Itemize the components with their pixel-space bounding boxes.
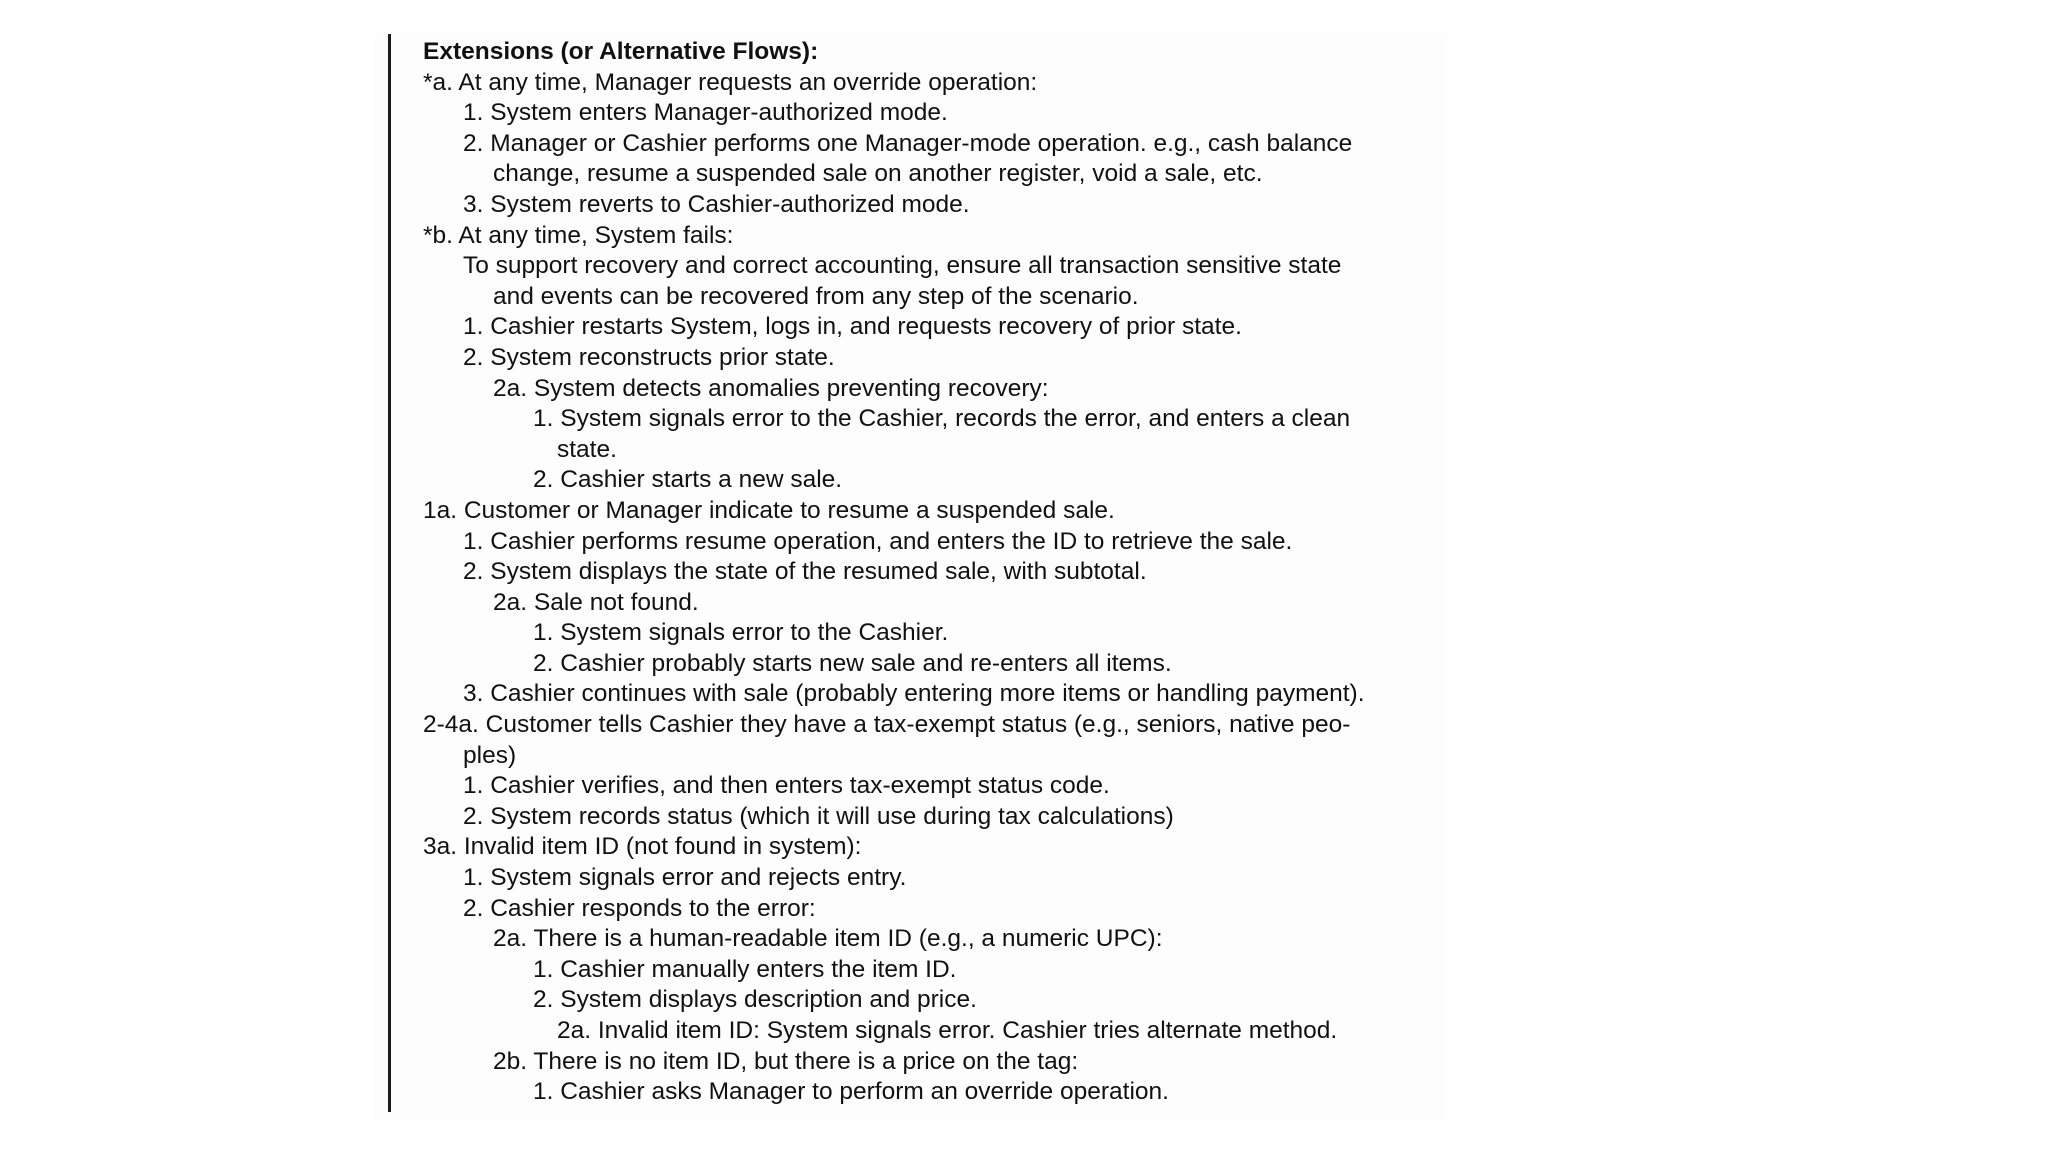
text-line: 2. Cashier responds to the error: bbox=[463, 894, 816, 922]
text-line: 2. Cashier probably starts new sale and re-enters all items. bbox=[533, 649, 1172, 677]
text-line: 1. Cashier restarts System, logs in, and requests recovery of prior state. bbox=[463, 313, 1242, 341]
text-line: *a. At any time, Manager requests an override operation: bbox=[423, 68, 1038, 96]
text-line: 2-4a. Customer tells Cashier they have a tax-exempt status (e.g., seniors, native peo- bbox=[423, 711, 1351, 739]
text-line: 2a. Sale not found. bbox=[493, 588, 699, 616]
text-line: state. bbox=[557, 435, 617, 463]
text-line: change, resume a suspended sale on another register, void a sale, etc. bbox=[493, 160, 1263, 188]
text-line: 1. System enters Manager-authorized mode. bbox=[463, 99, 948, 127]
text-line: 3. Cashier continues with sale (probably entering more items or handling payment). bbox=[463, 680, 1365, 708]
left-margin-rule bbox=[388, 34, 391, 1112]
text-line: To support recovery and correct accounting, ensure all transaction sensitive state bbox=[463, 252, 1342, 280]
text-line: 2b. There is no item ID, but there is a price on the tag: bbox=[493, 1047, 1079, 1075]
text-line: 1. Cashier asks Manager to perform an override operation. bbox=[533, 1078, 1169, 1106]
text-line: 1. Cashier manually enters the item ID. bbox=[533, 955, 957, 983]
text-line: 2a. There is a human-readable item ID (e.g., a numeric UPC): bbox=[493, 925, 1163, 953]
text-line: and events can be recovered from any step of the scenario. bbox=[493, 282, 1139, 310]
text-line: 1. Cashier verifies, and then enters tax-exempt status code. bbox=[463, 772, 1110, 800]
text-line: 2a. Invalid item ID: System signals error. Cashier tries alternate method. bbox=[557, 1017, 1338, 1044]
text-line: 1. System signals error and rejects entry. bbox=[463, 864, 907, 892]
section-heading: Extensions (or Alternative Flows): bbox=[423, 38, 819, 65]
text-line: 2. System displays description and price. bbox=[533, 986, 977, 1014]
text-line: 2. Manager or Cashier performs one Manager-mode operation. e.g., cash balance bbox=[463, 129, 1353, 157]
text-line: ples) bbox=[463, 741, 517, 769]
text-line: 2. System records status (which it will use during tax calculations) bbox=[463, 802, 1174, 830]
text-line: 3. System reverts to Cashier-authorized mode. bbox=[463, 190, 970, 218]
text-line: 2. Cashier starts a new sale. bbox=[533, 466, 843, 494]
extension-lines bbox=[423, 68, 1433, 1108]
text-line: 1. System signals error to the Cashier, records the error, and enters a clean bbox=[533, 405, 1351, 433]
text-line: 2a. System detects anomalies preventing recovery: bbox=[493, 374, 1049, 402]
text-line: 2. System displays the state of the resumed sale, with subtotal. bbox=[463, 558, 1147, 586]
text-line: 1a. Customer or Manager indicate to resume a suspended sale. bbox=[423, 496, 1115, 524]
text-line: 3a. Invalid item ID (not found in system): bbox=[423, 833, 862, 861]
text-line: *b. At any time, System fails: bbox=[423, 221, 734, 249]
text-line: 1. System signals error to the Cashier. bbox=[533, 619, 949, 647]
extensions-text-block bbox=[423, 37, 1433, 1108]
text-line: 1. Cashier performs resume operation, and enters the ID to retrieve the sale. bbox=[463, 527, 1293, 555]
text-line: 2. System reconstructs prior state. bbox=[463, 343, 835, 371]
